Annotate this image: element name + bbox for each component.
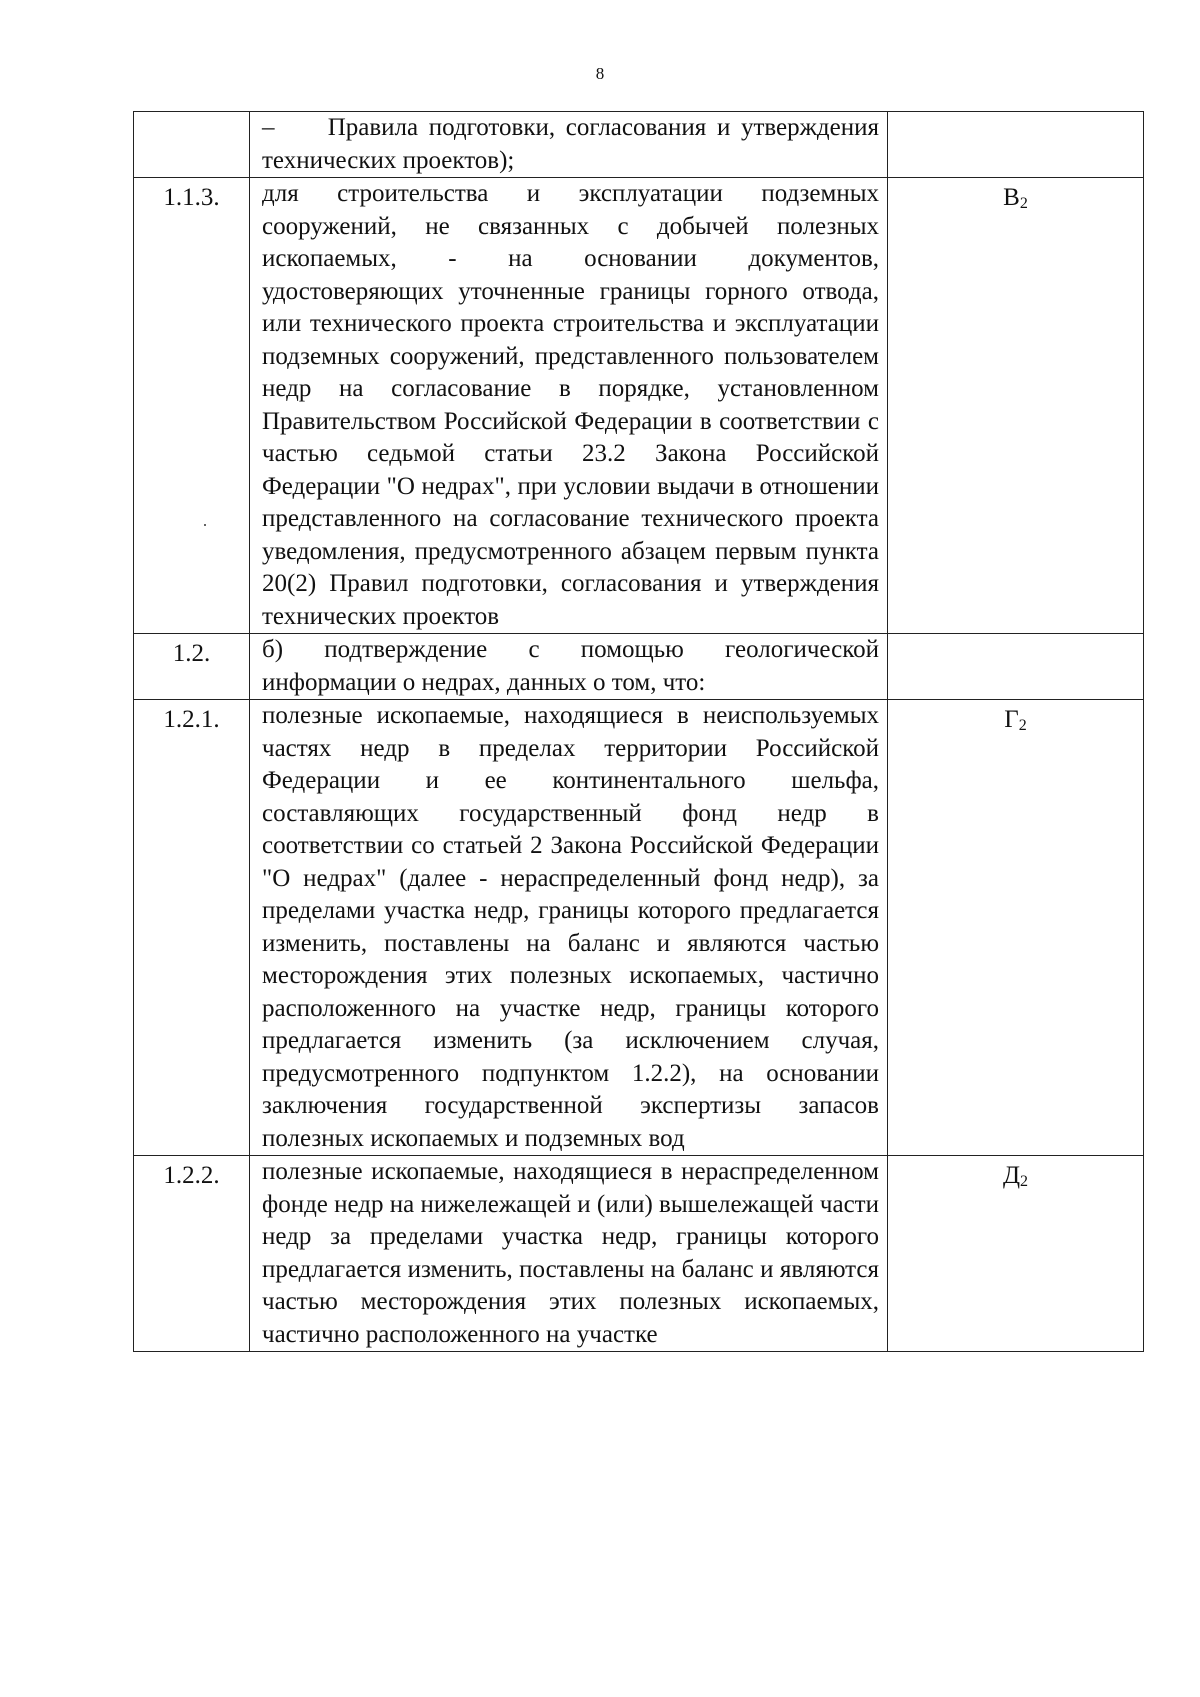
code-subscript: 2 <box>1018 717 1027 734</box>
table-row <box>134 634 1144 700</box>
row-number <box>134 112 250 178</box>
row-code <box>888 178 1144 634</box>
requirements-table <box>133 111 1144 1352</box>
table-row <box>134 112 1144 178</box>
row-text: б) подтверждение с помощью геологической информации о недрах, данных о том, что: <box>250 634 888 700</box>
row-number: 1.2.2. <box>134 1156 250 1352</box>
code-subscript: 2 <box>1019 195 1028 212</box>
table-row <box>134 178 1144 634</box>
row-code <box>888 112 1144 178</box>
table-row <box>134 1156 1144 1352</box>
page-number: 8 <box>595 64 605 83</box>
row-code <box>888 700 1144 1156</box>
code-subscript: 2 <box>1020 1173 1029 1190</box>
row-code <box>888 634 1144 700</box>
code-letter: В <box>1003 184 1020 211</box>
row-text: полезные ископаемые, находящиеся в неиспользуемых частях недр в пределах территории Российской Федерации и ее континентального шельфа, составляющих государственный фонд недр в соответствии со статьей 2 Закона Российской Федерации "О недрах" (далее - нераспределенный фонд недр), за пределами участка недр, границы которого предлагается изменить, поставлены на баланс и являются частью месторождения этих полезных ископаемых, частично расположенного на участке недр, границы которого предлагается изменить (за исключением случая, предусмотренного подпунктом 1.2.2), на основании заключения государственной экспертизы запасов полезных ископаемых и подземных вод <box>250 700 888 1156</box>
row-text: полезные ископаемые, находящиеся в нераспределенном фонде недр на нижележащей и (или) вышележащей части недр за пределами участка недр, границы которого предлагается изменить, поставлены на баланс и являются частью месторождения этих полезных ископаемых, частично расположенного на участке <box>250 1156 888 1352</box>
code-letter: Д <box>1002 1162 1021 1189</box>
row-number: 1.1.3. <box>134 178 250 634</box>
row-text: для строительства и эксплуатации подземных сооружений, не связанных с добычей полезных ископаемых, - на основании документов, удостоверяющих уточненные границы горного отвода, или технического проекта строительства и эксплуатации подземных сооружений, представленного пользователем недр на согласование в порядке, установленном Правительством Российской Федерации в соответствии с частью седьмой статьи 23.2 Закона Российской Федерации "О недрах", при условии выдачи в отношении представленного на согласование технического проекта уведомления, предусмотренного абзацем первым пункта 20(2) Правил подготовки, согласования и утверждения технических проектов <box>250 178 888 634</box>
row-number: 1.2. <box>134 634 250 700</box>
row-number: 1.2.1. <box>134 700 250 1156</box>
row-code <box>888 1156 1144 1352</box>
row-text: – Правила подготовки, согласования и утверждения технических проектов); <box>250 112 888 178</box>
scan-speck <box>204 524 206 526</box>
table-row <box>134 700 1144 1156</box>
code-letter: Г <box>1004 706 1019 733</box>
